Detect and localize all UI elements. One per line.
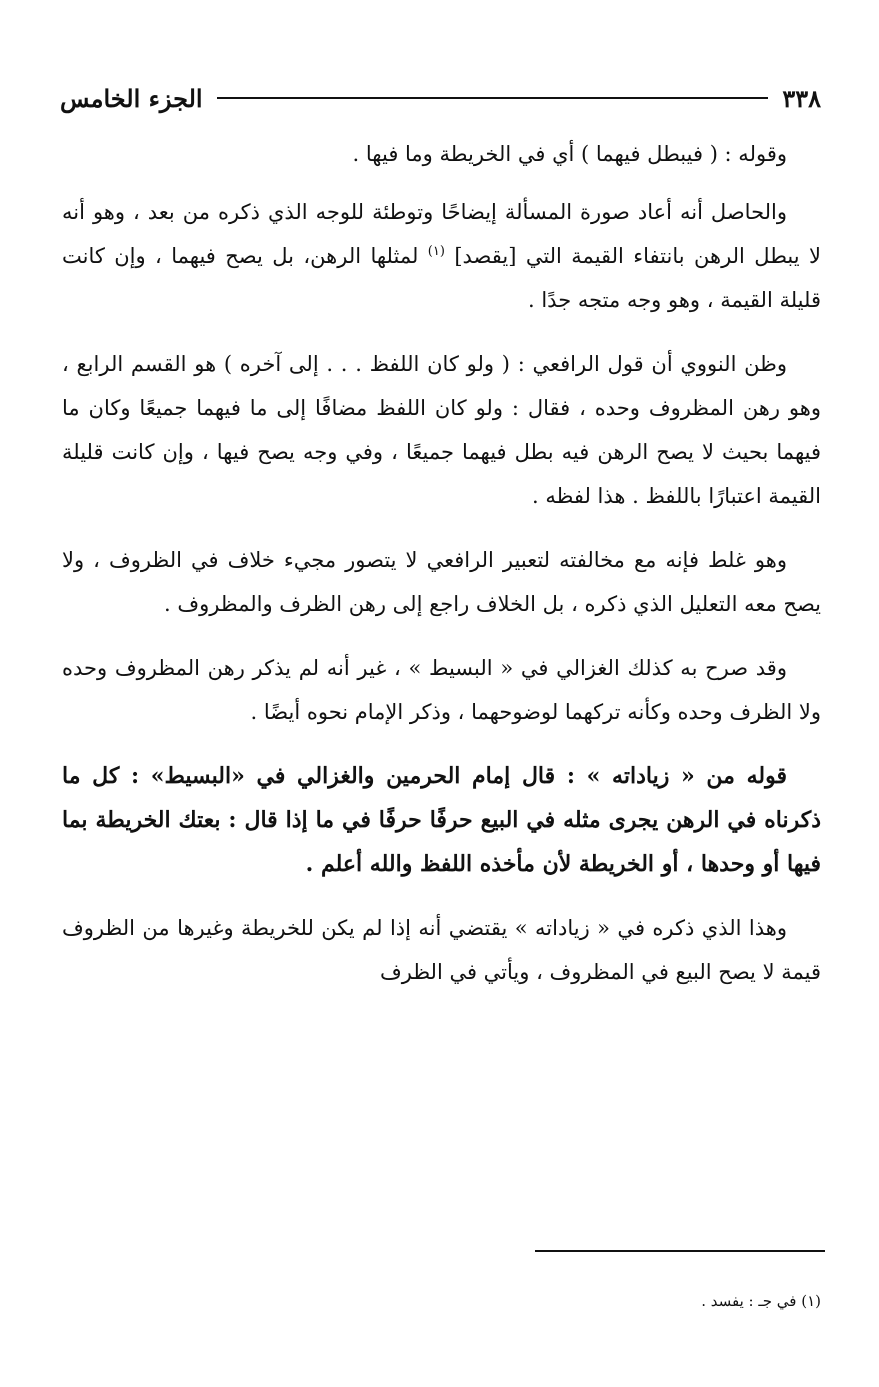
paragraph-3: وظن النووي أن قول الرافعي : ( ولو كان اللفظ . . . إلى آخره ) هو القسم الرابع ، وهو رهن المظروف وحده ، فقال : ولو كان اللفظ مضافًا إلى ما فيهما جميعًا وكان ما فيهما بحيث لا يصح الرهن فيه بطل فيهما جميعًا ، وفي وجه يصح فيها ، وإن كانت قليلة القيمة اعتبارًا باللفظ . هذا لفظه . [62, 352, 821, 508]
page-number: ٣٣٨ [782, 83, 821, 113]
footnote-rule [535, 1250, 825, 1252]
paragraph-2-text-before: والحاصل أنه أعاد صورة المسألة إيضاحًا وتوطئة للوجه الذي ذكره من بعد ، وهو أنه لا يبطل الرهن بانتفاء القيمة التي [يقصد] [62, 200, 821, 268]
paragraph-4: وهو غلط فإنه مع مخالفته لتعبير الرافعي لا يتصور مجيء خلاف في الظروف ، ولا يصح معه التعليل الذي ذكره ، بل الخلاف راجع إلى رهن الظرف والمظروف . [62, 548, 821, 616]
footnote-reference: (١) [427, 244, 445, 259]
body-text [62, 132, 821, 1008]
part-title: الجزء الخامس [60, 83, 203, 113]
paragraph-7: وهذا الذي ذكره في « زياداته » يقتضي أنه إذا لم يكن للخريطة وغيرها من الظروف قيمة لا يصح البيع في المظروف ، ويأتي في الظرف [62, 916, 821, 984]
page-header [60, 78, 821, 118]
paragraph-2-text-after: لمثلها الرهن، بل يصح فيهما ، وإن كانت قليلة القيمة ، وهو وجه متجه جدًا . [62, 244, 821, 312]
footnote: (١) في جـ : يفسد . [701, 1292, 821, 1310]
paragraph-1: وقوله : ( فيبطل فيهما ) أي في الخريطة وما فيها . [352, 142, 787, 166]
paragraph-5: وقد صرح به كذلك الغزالي في « البسيط » ، غير أنه لم يذكر رهن المظروف وحده ولا الظرف وحده وكأنه تركهما لوضوحهما ، وذكر الإمام نحوه أيضًا . [62, 656, 821, 724]
header-rule [217, 97, 769, 99]
paragraph-6-quoted-addition: قوله من « زياداته » : قال إمام الحرمين والغزالي في «البسيط» : كل ما ذكرناه في الرهن يجرى مثله في البيع حرفًا حرفًا في ما إذا قال : بعتك الخريطة بما فيها أو وحدها ، أو الخريطة لأن مأخذه اللفظ والله أعلم . [62, 763, 821, 877]
paragraph-2 [62, 190, 821, 322]
